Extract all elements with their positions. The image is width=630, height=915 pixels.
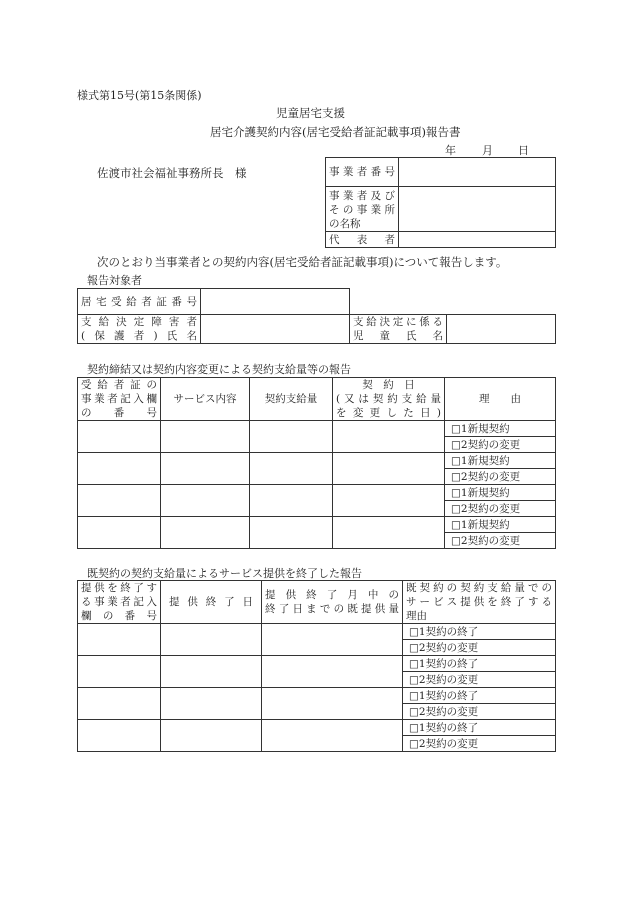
s1-row3-entry[interactable]: [78, 485, 161, 517]
s1-header-amount: 契約支給量: [250, 378, 333, 421]
section1-heading: 契約締結又は契約内容変更による契約支給量等の報告: [87, 363, 351, 376]
s1-row4-option-change[interactable]: □2契約の変更: [445, 533, 556, 549]
s1-row2-service[interactable]: [161, 453, 250, 485]
s1-row4-service[interactable]: [161, 517, 250, 549]
title-line-2: 居宅介護契約内容(居宅受給者証記載事項)報告書: [210, 125, 461, 139]
provider-table: [325, 157, 556, 248]
s2-header-entry: 提供を終了す る事業者記入 欄の番号: [78, 581, 161, 624]
s2-row2-used[interactable]: [262, 656, 403, 688]
child-name-label: 支給決定に係る 児 童 氏 名: [350, 315, 447, 344]
s2-row3-used[interactable]: [262, 688, 403, 720]
s1-row1-amount[interactable]: [250, 421, 333, 453]
person-name-value[interactable]: [201, 315, 350, 344]
s1-row4-amount[interactable]: [250, 517, 333, 549]
s1-row1-option-new[interactable]: □1新規契約: [445, 421, 556, 437]
s2-row4-end-date[interactable]: [161, 720, 262, 752]
s2-row2-end-date[interactable]: [161, 656, 262, 688]
s1-header-service: サービス内容: [161, 378, 250, 421]
s1-row2-option-change[interactable]: □2契約の変更: [445, 469, 556, 485]
provider-name-value[interactable]: [399, 187, 556, 232]
provider-number-cells[interactable]: [399, 158, 556, 187]
s1-row3-amount[interactable]: [250, 485, 333, 517]
s1-row2-date[interactable]: [333, 453, 445, 485]
report-target-heading: 報告対象者: [87, 274, 142, 287]
child-name-value[interactable]: [447, 315, 556, 344]
cert-number-cells[interactable]: [201, 289, 350, 315]
s1-row2-option-new[interactable]: □1新規契約: [445, 453, 556, 469]
s2-row1-end-date[interactable]: [161, 624, 262, 656]
s2-row1-used[interactable]: [262, 624, 403, 656]
s2-row4-option-end[interactable]: □1契約の終了: [403, 720, 556, 736]
s1-row2-amount[interactable]: [250, 453, 333, 485]
addressee: 佐渡市社会福祉事務所長 様: [97, 166, 247, 180]
section2-heading: 既契約の契約支給量によるサービス提供を終了した報告: [87, 567, 362, 580]
s1-row2-entry[interactable]: [78, 453, 161, 485]
provider-rep-label: 代 表 者: [326, 232, 399, 248]
date-day: 日: [518, 144, 529, 157]
s2-row2-option-end[interactable]: □1契約の終了: [403, 656, 556, 672]
s2-header-reason: 既契約の契約支給量での サービス提供を終了する 理由: [403, 581, 556, 624]
s2-header-used: 提供終了月中の 終了日までの既提供量: [262, 581, 403, 624]
date-year: 年: [445, 144, 456, 157]
s1-row1-option-change[interactable]: □2契約の変更: [445, 437, 556, 453]
report-target-table: [77, 288, 556, 344]
s2-row1-entry[interactable]: [78, 624, 161, 656]
date-month: 月: [482, 144, 493, 157]
section2-table: [77, 580, 556, 752]
s1-header-entry: 受給者証の 事業者記入欄 の 番 号: [78, 378, 161, 421]
s1-header-reason: 理 由: [445, 378, 556, 421]
s2-row3-option-end[interactable]: □1契約の終了: [403, 688, 556, 704]
s1-row1-entry[interactable]: [78, 421, 161, 453]
s2-row4-option-change[interactable]: □2契約の変更: [403, 736, 556, 752]
s1-row4-entry[interactable]: [78, 517, 161, 549]
s2-row1-option-change[interactable]: □2契約の変更: [403, 640, 556, 656]
s1-row4-option-new[interactable]: □1新規契約: [445, 517, 556, 533]
s2-row2-entry[interactable]: [78, 656, 161, 688]
s2-row1-option-end[interactable]: □1契約の終了: [403, 624, 556, 640]
s2-header-end-date: 提供終了日: [161, 581, 262, 624]
s1-row3-service[interactable]: [161, 485, 250, 517]
provider-rep-value[interactable]: [399, 232, 556, 248]
section1-table: [77, 377, 556, 549]
title-line-1: 児童居宅支援: [276, 106, 345, 120]
s2-row4-used[interactable]: [262, 720, 403, 752]
provider-name-label: 事業者及び その事業所 の名称: [326, 187, 399, 232]
s2-row2-option-change[interactable]: □2契約の変更: [403, 672, 556, 688]
s2-row3-entry[interactable]: [78, 688, 161, 720]
s1-row3-option-change[interactable]: □2契約の変更: [445, 501, 556, 517]
form-number: 様式第15号(第15条関係): [77, 89, 202, 102]
s1-row1-date[interactable]: [333, 421, 445, 453]
provider-number-label: 事業者番号: [326, 158, 399, 187]
s2-row4-entry[interactable]: [78, 720, 161, 752]
person-name-label: 支給決定障害者 (保護者)氏名: [78, 315, 201, 344]
s2-row3-option-change[interactable]: □2契約の変更: [403, 704, 556, 720]
intro-text: 次のとおり当事業者との契約内容(居宅受給者証記載事項)について報告します。: [97, 255, 508, 269]
s1-row3-date[interactable]: [333, 485, 445, 517]
cert-number-label: 居宅受給者証番号: [78, 289, 201, 315]
s1-row1-service[interactable]: [161, 421, 250, 453]
s1-row4-date[interactable]: [333, 517, 445, 549]
s1-row3-option-new[interactable]: □1新規契約: [445, 485, 556, 501]
s1-header-date: 契 約 日 (又は契約支給量 を変更した日): [333, 378, 445, 421]
s2-row3-end-date[interactable]: [161, 688, 262, 720]
